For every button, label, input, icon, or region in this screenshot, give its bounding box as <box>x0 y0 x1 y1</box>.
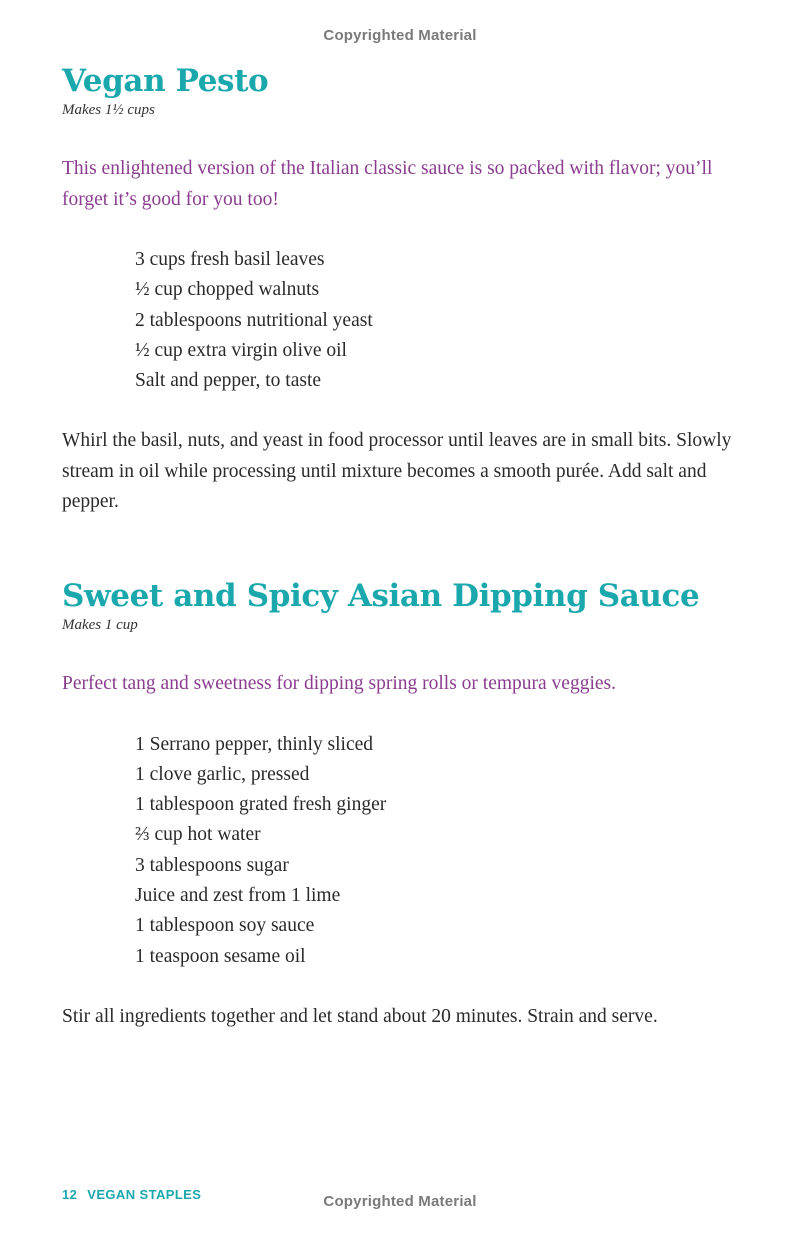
recipe-vegan-pesto <box>62 62 742 518</box>
ingredient-item: 1 Serrano pepper, thinly sliced <box>135 733 374 755</box>
ingredient-item: Juice and zest from 1 lime <box>135 884 341 906</box>
page-number: 12 <box>62 1187 78 1202</box>
ingredient-item: 1 teaspoon sesame oil <box>135 945 306 967</box>
watermark-top: Copyrighted Material <box>323 27 477 44</box>
ingredient-item: Salt and pepper, to taste <box>135 370 322 392</box>
recipe-title: Sweet and Spicy Asian Dipping Sauce <box>62 578 700 614</box>
recipe-intro: Perfect tang and sweetness for dipping spring rolls or tempura veggies. <box>62 673 616 694</box>
ingredient-item: ⅔ cup hot water <box>135 824 261 846</box>
section-name: VEGAN STAPLES <box>87 1187 202 1202</box>
recipe-directions: Stir all ingredients together and let stand about 20 minutes. Strain and serve. <box>62 1005 658 1027</box>
ingredient-item: 2 tablespoons nutritional yeast <box>135 309 373 331</box>
ingredient-item: 1 tablespoon grated fresh ginger <box>135 794 387 816</box>
recipe-intro: This enlightened version of the Italian classic sauce is so packed with flavor; you’ll forget it’s good for you too! <box>62 158 713 210</box>
ingredient-item: ½ cup chopped walnuts <box>135 279 320 301</box>
recipe-dipping-sauce <box>62 577 742 1032</box>
ingredient-item: 3 tablespoons sugar <box>135 854 289 876</box>
ingredient-list <box>62 245 742 396</box>
recipe-yield: Makes 1 cup <box>62 617 138 633</box>
recipe-title: Vegan Pesto <box>62 63 269 99</box>
ingredient-item: 3 cups fresh basil leaves <box>135 249 325 270</box>
ingredient-item: ½ cup extra virgin olive oil <box>135 339 347 361</box>
ingredient-list <box>62 730 742 972</box>
watermark-bottom: Copyrighted Material <box>323 1193 477 1210</box>
recipe-directions: Whirl the basil, nuts, and yeast in food processor until leaves are in small bits. Slowly stream in oil while processing until mixture becomes a smooth purée. Add salt and pepper. <box>62 430 732 513</box>
ingredient-item: 1 clove garlic, pressed <box>135 763 310 785</box>
recipe-yield: Makes 1½ cups <box>62 102 155 118</box>
ingredient-item: 1 tablespoon soy sauce <box>135 915 315 937</box>
